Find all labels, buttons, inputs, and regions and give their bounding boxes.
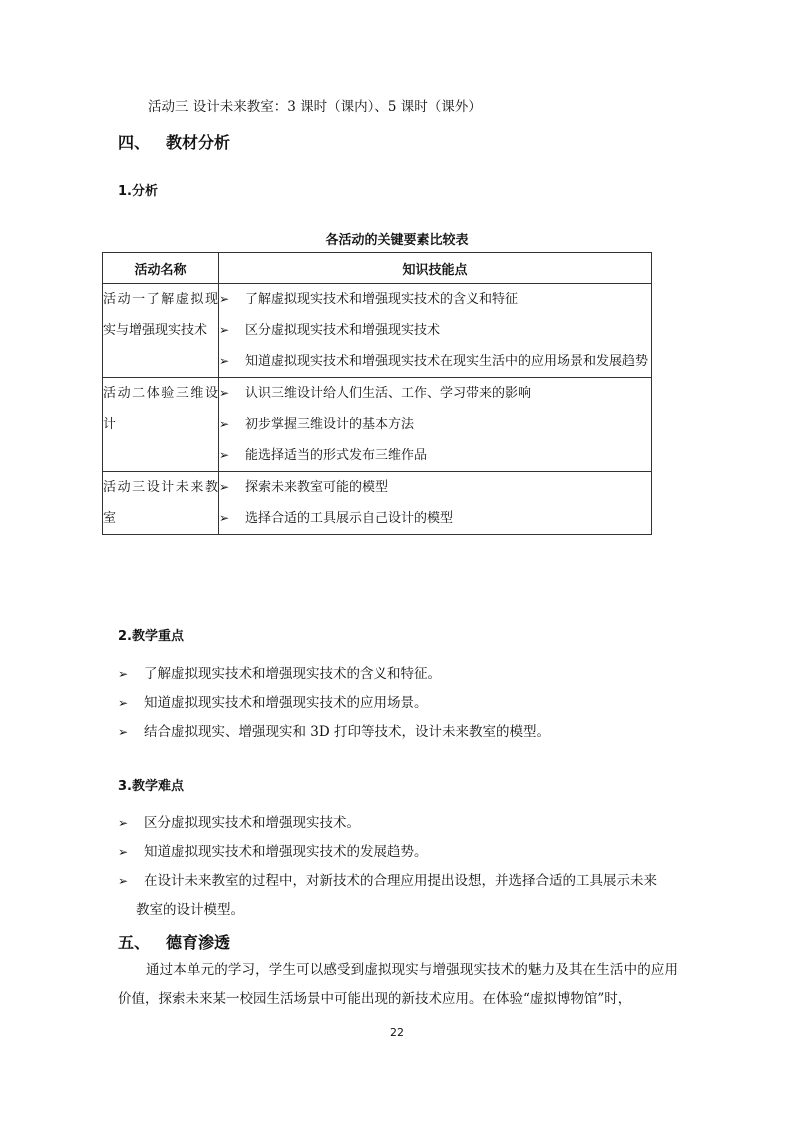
list-item	[219, 503, 651, 534]
arrow-bullet-icon: ➢	[118, 696, 129, 710]
list-item	[118, 809, 657, 838]
section-heading-5	[118, 930, 230, 953]
point-text: 选择合适的工具展示自己设计的模型	[245, 511, 454, 526]
moral-education-paragraph	[118, 956, 678, 1014]
list-item	[118, 660, 550, 689]
arrow-bullet-icon: ➢	[219, 417, 230, 431]
list-item-text: 在设计未来教室的过程中，对新技术的合理应用提出设想，并选择合适的工具展示未来	[144, 873, 657, 889]
table-row	[103, 472, 652, 535]
list-item-text: 知道虚拟现实技术和增强现实技术的发展趋势。	[144, 844, 428, 860]
arrow-bullet-icon: ➢	[219, 386, 230, 400]
page-number: 22	[390, 1026, 404, 1039]
point-text: 区分虚拟现实技术和增强现实技术	[245, 323, 441, 338]
teaching-difficulty-list	[118, 809, 657, 925]
list-item	[219, 284, 651, 315]
section-title: 教材分析	[166, 133, 231, 152]
arrow-bullet-icon: ➢	[118, 725, 129, 739]
table-row	[103, 378, 652, 472]
activity-name: 活动一了解虚拟现实与增强现实技术	[103, 284, 219, 378]
arrow-bullet-icon: ➢	[118, 816, 129, 830]
point-text: 能选择适当的形式发布三维作品	[245, 448, 428, 463]
arrow-bullet-icon: ➢	[219, 354, 230, 368]
point-text: 初步掌握三维设计的基本方法	[245, 417, 415, 432]
list-item-text: 结合虚拟现实、增强现实和 3D 打印等技术，设计未来教室的模型。	[144, 724, 550, 740]
intro-line: 活动三 设计未来教室：3 课时（课内）、5 课时（课外）	[148, 99, 482, 115]
list-item	[118, 718, 550, 747]
list-item-text: 了解虚拟现实技术和增强现实技术的含义和特征。	[144, 666, 441, 682]
list-item	[118, 867, 657, 896]
activity-name: 活动三设计未来教室	[103, 472, 219, 535]
list-item	[219, 315, 651, 346]
point-text: 认识三维设计给人们生活、工作、学习带来的影响	[245, 386, 532, 401]
list-item	[118, 838, 657, 867]
activity-name: 活动二体验三维设计	[103, 378, 219, 472]
list-item-text: 知道虚拟现实技术和增强现实技术的应用场景。	[144, 695, 428, 711]
arrow-bullet-icon: ➢	[219, 511, 230, 525]
arrow-bullet-icon: ➢	[219, 323, 230, 337]
knowledge-points	[219, 284, 652, 378]
knowledge-points	[219, 472, 652, 535]
arrow-bullet-icon: ➢	[219, 292, 230, 306]
list-item	[219, 472, 651, 503]
table-header-row	[103, 253, 652, 284]
arrow-bullet-icon: ➢	[219, 480, 230, 494]
section-number: 四、	[118, 133, 151, 152]
list-item-continuation: 教室的设计模型。	[136, 902, 244, 918]
list-item	[219, 346, 651, 377]
subheading-teaching-difficulty: 3.教学难点	[118, 779, 184, 794]
arrow-bullet-icon: ➢	[118, 667, 129, 681]
comparison-table	[102, 252, 652, 535]
list-item	[219, 440, 651, 471]
section-number: 五、	[118, 933, 151, 952]
point-text: 探索未来教室可能的模型	[245, 480, 389, 495]
subheading-teaching-focus: 2.教学重点	[118, 629, 184, 644]
list-item	[118, 689, 550, 718]
knowledge-points	[219, 378, 652, 472]
arrow-bullet-icon: ➢	[219, 448, 230, 462]
table-caption: 各活动的关键要素比较表	[325, 233, 469, 248]
header-activity-name: 活动名称	[103, 253, 219, 284]
list-item	[219, 378, 651, 409]
point-text: 了解虚拟现实技术和增强现实技术的含义和特征	[245, 292, 519, 307]
point-text: 知道虚拟现实技术和增强现实技术在现实生活中的应用场景和发展趋势	[245, 354, 649, 369]
header-knowledge-points: 知识技能点	[219, 253, 652, 284]
subheading-analysis: 1.分析	[118, 184, 158, 199]
table-row	[103, 284, 652, 378]
arrow-bullet-icon: ➢	[118, 845, 129, 859]
arrow-bullet-icon: ➢	[118, 874, 129, 888]
list-item	[219, 409, 651, 440]
paragraph-text: 通过本单元的学习，学生可以感受到虚拟现实与增强现实技术的魅力及其在生活中的应用价值，探索未来某一校园生活场景中可能出现的新技术应用。在体验“虚拟博物馆”时，	[118, 962, 678, 1007]
teaching-focus-list	[118, 660, 550, 747]
section-heading-4	[118, 130, 230, 153]
list-item-text: 区分虚拟现实技术和增强现实技术。	[144, 815, 360, 831]
section-title: 德育渗透	[166, 933, 231, 952]
